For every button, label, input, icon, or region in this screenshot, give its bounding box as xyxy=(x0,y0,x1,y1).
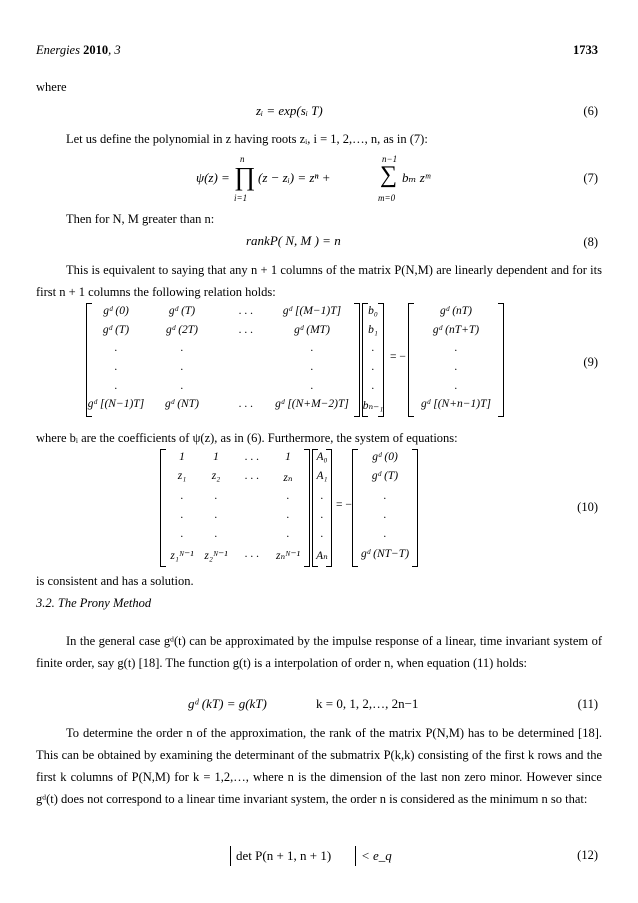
equation-6: zᵢ = exp(sᵢ T) xyxy=(256,103,323,118)
eq10-vector-entry: . xyxy=(320,509,324,521)
equation-11: gᵈ (kT) = g(kT) xyxy=(188,696,267,711)
paragraph-then: Then for N, M greater than n: xyxy=(66,212,215,226)
equation-8: rankP( N, M ) = n xyxy=(246,233,341,248)
equation-7 xyxy=(196,152,496,202)
equation-11-condition: k = 0, 1, 2,…, 2n−1 xyxy=(316,696,419,711)
equation-12: det P(n + 1, n + 1) xyxy=(236,848,332,863)
eq10-matrix-cell: . xyxy=(214,528,218,541)
eq10-matrix-cell: z₁ᴺ⁻¹ xyxy=(170,549,194,562)
eq10-matrix-cell: . xyxy=(214,509,218,521)
journal-year: 2010 xyxy=(83,43,109,57)
eq9-vector-entry: . xyxy=(371,379,375,392)
eq10-matrix-cell: 1 xyxy=(179,451,185,463)
paragraph-where-b: where bᵢ are the coefficients of ψ(z), as in (6). Furthermore, the system of equations: xyxy=(36,431,458,445)
eq9-matrix-cell: . xyxy=(310,361,314,373)
equation-9-number: (9) xyxy=(583,355,598,369)
equation-11-number: (11) xyxy=(577,697,598,711)
journal-volume: 3 xyxy=(114,43,121,57)
eq10-matrix-cell: . . . xyxy=(244,470,260,483)
eq10-rhs-entry: gᵈ (0) xyxy=(372,451,398,463)
eq10-matrix-cell: z₁ xyxy=(177,470,187,483)
eq10-vector-entry: A₁ xyxy=(316,470,328,483)
paragraph-general-case: In the general case gᵈ(t) can be approximated by the impulse response of a linear, time invariant system of finite order, say g(t) [18]. The function g(t) is a interpolation of order n, when equation (11) holds: xyxy=(36,634,602,670)
eq12-left-bar xyxy=(230,846,231,866)
eq9-matrix-cell: gᵈ (T) xyxy=(102,323,130,336)
eq10-matrix-cell: . . . xyxy=(244,547,260,560)
equation-7-number: (7) xyxy=(583,171,598,185)
journal-name: Energies xyxy=(36,43,80,57)
eq9-matrix-cell: gᵈ (0) xyxy=(103,305,129,317)
equation-8-number: (8) xyxy=(583,235,598,249)
eq9-matrix-cell: . xyxy=(180,379,184,392)
eq10-vector-entry: . xyxy=(320,528,324,541)
eq10-rhs-entry: . xyxy=(383,509,387,521)
eq9-matrix-cell: . xyxy=(114,342,118,355)
eq9-matrix-cell: gᵈ (T) xyxy=(168,305,196,317)
equation-10-matrix xyxy=(160,449,420,565)
eq9-matrix-cell: . . . xyxy=(238,398,254,411)
eq7-prod-top: n xyxy=(240,154,245,164)
eq7-lhs: ψ(z) = xyxy=(196,170,230,185)
eq9-rhs-entry: gᵈ [(N+n−1)T] xyxy=(421,398,491,411)
eq9-matrix-cell: . xyxy=(114,361,118,373)
eq9-matrix-cell: . xyxy=(114,379,118,392)
paragraph-consistent: is consistent and has a solution. xyxy=(36,574,194,588)
equation-9-matrix xyxy=(86,303,506,415)
eq9-matrix-cell: gᵈ (NT) xyxy=(165,398,199,411)
eq9-matrix-cell: gᵈ [(N−1)T] xyxy=(87,398,145,411)
eq10-matrix-cell: . xyxy=(180,509,184,521)
equation-10-number: (10) xyxy=(577,500,598,514)
eq10-matrix-cell: . . . xyxy=(244,451,260,463)
eq10-rhs-entry: gᵈ (NT−T) xyxy=(360,547,410,560)
eq10-rhs-entry: . xyxy=(383,489,387,502)
eq9-matrix-cell: gᵈ (2T) xyxy=(166,323,198,336)
eq7-middle: (z − zᵢ) = zⁿ + xyxy=(258,170,331,185)
equation-6-number: (6) xyxy=(583,104,598,118)
eq9-matrix-cell: gᵈ [(N+M−2)T] xyxy=(275,398,349,411)
eq10-matrix-cell: . xyxy=(286,489,290,502)
eq10-matrix-cell: . xyxy=(286,528,290,541)
eq10-matrix-cell: . xyxy=(214,489,218,502)
eq9-vector-entry: b₁ xyxy=(368,323,378,336)
paragraph-determine-order: To determine the order n of the approximation, the rank of the matrix P(N,M) has to be determined [18]. This can be obtained by examining the determinant of the submatrix P(k,k) consisting of the first k rows and the first k columns of P(N,M) for k = 1,2,…, where n is the dimension of the last non zero minor. However since gᵈ(t) does not correspond to a linear time invariant system, the order n is considered as the minimum n so that: xyxy=(36,726,602,806)
eq10-equals-sign: = − xyxy=(336,499,352,511)
eq10-matrix-cell: z₂ᴺ⁻¹ xyxy=(204,549,228,562)
eq9-rhs-entry: . xyxy=(454,342,458,355)
eq7-sum-bottom: m=0 xyxy=(378,193,396,203)
eq9-matrix-cell: gᵈ [(M−1)T] xyxy=(282,305,342,317)
eq9-rhs-entry: gᵈ (nT+T) xyxy=(432,323,480,336)
eq9-vector-entry: b₀ xyxy=(368,305,378,317)
eq9-vector-entry: . xyxy=(371,361,375,373)
eq9-vector-entry: bₙ₋₁ xyxy=(362,400,384,413)
eq9-matrix-cell: . . . xyxy=(238,323,254,336)
eq9-rhs-entry: gᵈ (nT) xyxy=(440,305,472,317)
eq9-matrix-cell: . xyxy=(180,361,184,373)
eq10-vector-entry: A₀ xyxy=(316,451,328,463)
page-number: 1733 xyxy=(573,43,598,57)
eq10-matrix-cell: zₙ xyxy=(283,472,293,485)
section-heading: 3.2. The Prony Method xyxy=(36,596,152,610)
eq9-equals-sign: = − xyxy=(390,351,406,363)
eq10-matrix-cell: . xyxy=(286,509,290,521)
equation-12-rhs: < e_q xyxy=(361,848,392,863)
eq9-matrix-cell: . xyxy=(180,342,184,355)
equation-12-number: (12) xyxy=(577,848,598,862)
eq10-matrix-cell: . xyxy=(180,528,184,541)
eq7-product-symbol: ∏ xyxy=(234,162,256,191)
eq9-matrix-cell: . xyxy=(310,342,314,355)
eq10-matrix-cell: . xyxy=(180,489,184,502)
eq9-matrix-cell: . xyxy=(310,379,314,392)
eq12-right-bar xyxy=(355,846,356,866)
eq9-vector-entry: . xyxy=(371,342,375,355)
paragraph-equivalent: This is equivalent to saying that any n + 1 columns of the matrix P(N,M) are linearly dependent and for its first n + 1 columns the following relation holds: xyxy=(36,263,602,299)
paragraph-define-polynomial: Let us define the polynomial in z having roots zᵢ, i = 1, 2,…, n, as in (7): xyxy=(66,132,428,146)
eq10-matrix-cell: z₂ xyxy=(211,470,221,483)
eq10-matrix-cell: 1 xyxy=(213,451,219,463)
text-where: where xyxy=(36,80,67,94)
eq10-matrix-cell: 1 xyxy=(285,451,291,463)
eq9-matrix-cell: gᵈ (MT) xyxy=(294,323,330,336)
journal-header: Energies 2010, 3 xyxy=(36,43,121,57)
eq9-rhs-entry: . xyxy=(454,361,458,373)
eq10-matrix-cell: zₙᴺ⁻¹ xyxy=(276,549,300,562)
eq10-rhs-entry: . xyxy=(383,528,387,541)
eq9-matrix-cell: . . . xyxy=(238,305,254,317)
eq10-vector-entry: Aₙ xyxy=(316,549,328,562)
eq7-rhs: bₘ zᵐ xyxy=(402,170,431,185)
eq7-sum-top: n−1 xyxy=(382,154,398,164)
eq10-rhs-entry: gᵈ (T) xyxy=(371,470,399,483)
eq7-prod-bottom: i=1 xyxy=(234,193,248,203)
eq9-rhs-entry: . xyxy=(454,379,458,392)
eq10-vector-entry: . xyxy=(320,489,324,502)
eq7-sum-symbol: ∑ xyxy=(380,162,398,188)
